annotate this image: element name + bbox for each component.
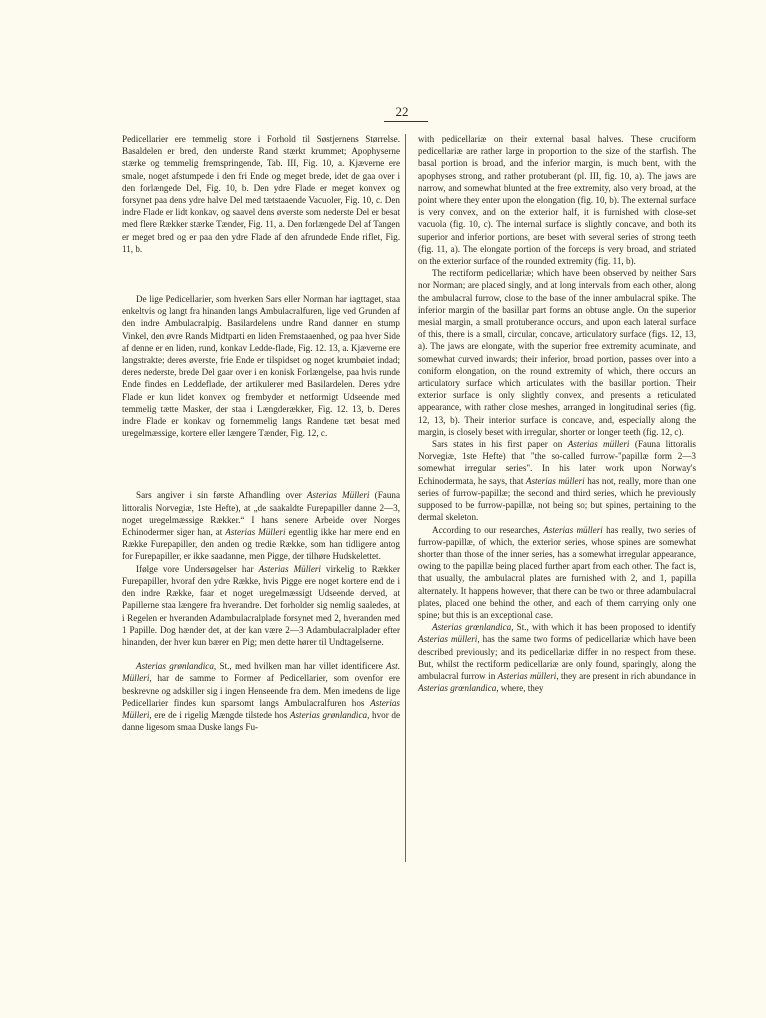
paragraph-gap [122, 255, 400, 293]
danish-paragraph-groenlandica [122, 660, 400, 733]
species-name: Asterias mülleri [497, 670, 557, 681]
text-run: , has the same two forms of pedicellariæ which have been described previously; and its pedicellariæ differ in no respect from these. But, whilst the rectiform pedicellariæ are only found, sparingly, along the ambulacral furrow in [418, 634, 696, 681]
danish-paragraph-sars [122, 489, 400, 562]
english-column [418, 133, 696, 694]
species-name: Asterias Mülleri [122, 697, 400, 720]
text-run: egentlig ikke har mere end en Række Furepapiller, den anden og tredie Række, som han tidligere antog for Furepapiller, er ikke saadanne, men Pigge, der tilhøre Hudskelettet. [122, 527, 401, 562]
species-name: Ast. Mülleri [122, 661, 400, 684]
english-paragraph-rectiform: The rectiform pedicellariæ; which have been observed by neither Sars nor Norman; are placed singly, and at long intervals from each other, along the ambulacral furrow, close to the base of the inner ambulacral spike. The inferior margin of the basillar part forms an obtuse angle. On the superior mesial margin, a small protuberance occurs, and upon each lateral surface of this, there is a small, circular, concave, articulatory surface (figs. 12, 13, a). The jaws are elongate, with the superior free extremity acuminate, and somewhat curved inwards; their inferior, broad portion, passes over into a coniform elongation, on the round extremity of which, there occurs an articulatory surface which articulates with the basillar portion. Their exterior surface is only slightly convex, and presents a reticulated appearance, with rather close meshes, arranged in longitudinal series (fig. 12, 13, b). Their interior surface is concave, and, especially along the margin, is closely beset with irregular, shorter or longer teeth (fig. 12, c). [418, 268, 696, 437]
danish-paragraph-cruciform: Pedicellarier ere temmelig store i Forhold til Søstjernens Størrelse. Basaldelen er bred, den underste Rand stærkt krummet; Apophyserne stærke og temmelig fremspringende, Tab. III, Fig. 10, a. Kjæverne ere smale, noget afstumpede i den fri Ende og meget brede, idet de gaa over i den forlængede Del, Fig. 10, b. Den ydre Flade er meget konvex og forsynet paa dens ydre halve Del med tætstaaende Vacuoler, Fig. 10, c. Den indre Flade er lidt konkav, og saavel dens øverste som nederste Del er besat med flere Rækker stærke Tænder, Fig. 11, a. Den forlængede Del af Tangen er meget bred og er paa den ydre Flade af den afrundede Ende riflet, Fig. 11, b. [122, 134, 400, 254]
species-name: Asterias Mülleri [306, 490, 370, 501]
page-number: 22 [395, 104, 409, 119]
text-run: , where, they [496, 683, 544, 694]
text-run: Sars states in his first paper on [432, 439, 568, 450]
text-run: , har de samme to Former af Pedicellarier, som ovenfor ere beskrevne og adskiller sig i ingen Henseende fra dem. Men imedens de lige Pedicellarier findes kun sparsomt langs Ambulacralfuren hos [122, 673, 400, 708]
species-name: Asterias grønlandica [289, 709, 368, 720]
species-name: Asterias Mülleri [258, 563, 321, 574]
english-paragraph-research [418, 524, 696, 622]
text-run: , they are present in rich abundance in [556, 670, 696, 681]
species-name: Asterias mülleri [543, 524, 603, 535]
species-name: Asterias mülleri [567, 439, 630, 450]
text-run: (Fauna littoralis Norvegiæ, 1ste Hefte), at „de saakaldte Furepapiller danne 2—3, noget uregelmæssige Rækker.“ I hans senere Arbeide over Norges Echinodermer siger han, at [122, 490, 401, 538]
text-run: According to our researches, [432, 524, 544, 535]
species-name: Asterias mülleri [525, 475, 585, 486]
english-paragraph-sars [418, 438, 696, 523]
english-paragraph-groenlandica [418, 621, 696, 694]
text-run: (Fauna littoralis Norvegiæ, 1ste Hefte) that "the so-called furrow-"papillæ form 2—3 somewhat irregular series". In his later work upon Norway's Echinodermata, he says, that [418, 439, 696, 486]
species-name: Asterias Mülleri [225, 527, 286, 538]
text-run: has not, really, more than one series of furrow-papillæ; the second and third series, which he previously supposed to be furrow-papillæ, not being so; but spines, pertaining to the dermal skeleton. [418, 475, 696, 523]
paragraph-gap [122, 439, 400, 489]
page-number-rule [384, 121, 428, 122]
danish-paragraph-rectiform: De lige Pedicellarier, som hverken Sars eller Norman har iagttaget, staa enkeltvis og langt fra hinanden langs Ambulacralfuren, lige ved Grunden af den indre Ambulacralpig. Basilardelens undre Rand danner en stump Vinkel, den øvre Rands Midtparti en liden Fremstaaenhed, og paa hver Side af denne er en liden, rund, konkav Ledde-flade, Fig. 12. 13, a. Kjæverne ere langstrakte; deres øverste, frie Ende er tilspidset og noget krumbøiet indad; deres nederste, brede Del gaar over i en konisk Forlængelse, paa hvis runde Ende findes en Leddeflade, der artikulerer med Basilardelen. Deres ydre Flade er kun lidet konvex og frembyder et netformigt Udseende med temmelig tætte Masker, der staa i Længderækker, Fig. 12. 13, b. Deres indre Flade er konkav og fornemmelig langs Randene tæt besat med uregelmæssige, kortere eller længere Tænder, Fig. 12, c. [122, 294, 400, 439]
column-divider [405, 134, 406, 862]
text-run: , St., with which it has been proposed to identify [511, 622, 696, 633]
english-paragraph-cruciform: with pedicellariæ on their external basal halves. These cruciform pedicellariæ are rather large in proportion to the size of the starfish. The basal portion is broad, and the inferior margin, is much bent, with the apophyses strong, and rather protuberant (pl. III, fig. 10, a). The jaws are narrow, and somewhat blunted at the free extremity, also very broad, at the point where they enter upon the elongation (fig. 10, b). The external surface is very convex, and on the exterior half, it is furnished with close-set vacuola (fig. 10, c). The internal surface is slightly concave, and both its superior and inferior portions, are beset with several series of strong teeth (fig. 11, a). The elongate portion of the forceps is very broad, and striated on the exterior surface of the rounded extremity (fig. 11, b). [418, 134, 696, 267]
text-run: Sars angiver i sin første Afhandling over [136, 490, 307, 501]
danish-paragraph-research [122, 563, 400, 648]
text-run: , ere de i rigelig Mængde tilstede hos [149, 709, 290, 720]
species-name: Asterias grœnlandica [418, 683, 497, 694]
paragraph-gap [122, 648, 400, 660]
text-run: has really, two series of furrow-papillæ, of which, the exterior series, whose spines are somewhat shorter than those of the inner series, has a somewhat irregular appearance, owing to the papillæ being placed further apart from each other. The fact is, that usually, the ambulacral plates are furnished with 2, and 1, papilla alternately. It happens however, that there can be two or three adambulacral plates, placed one behind the other, and each of them carrying only one spine; but this is an exceptional case. [418, 524, 696, 620]
text-run: Ifølge vore Undersøgelser har [136, 563, 259, 574]
species-name: Asterias grønlandica [136, 661, 214, 672]
species-name: Asterias mülleri [418, 634, 478, 645]
text-run: , St., med hvilken man har villet identificere [213, 661, 387, 672]
text-run: virkelig to Rækker Furepapiller, hvoraf den ydre Række, hvis Pigge ere noget kortere end de i den indre Række, faar et noget uregelmæssigt Udseende derved, at Papillerne staa længere fra hverandre. Det forholder sig nemlig saaledes, at i Regelen er hveranden Adambulacralplade forsynet med 2, hveranden med 1 Papille. Dog hænder det, at der kan være 2—3 Adambulacralplader efter hinanden, der hver kun bærer en Pig; men dette hører til Undtagelserne. [122, 563, 401, 647]
text-run: , hvor de danne ligesom smaa Duske langs Fu- [122, 709, 400, 733]
danish-column [122, 133, 400, 733]
species-name: Asterias grœnlandica [432, 622, 512, 633]
